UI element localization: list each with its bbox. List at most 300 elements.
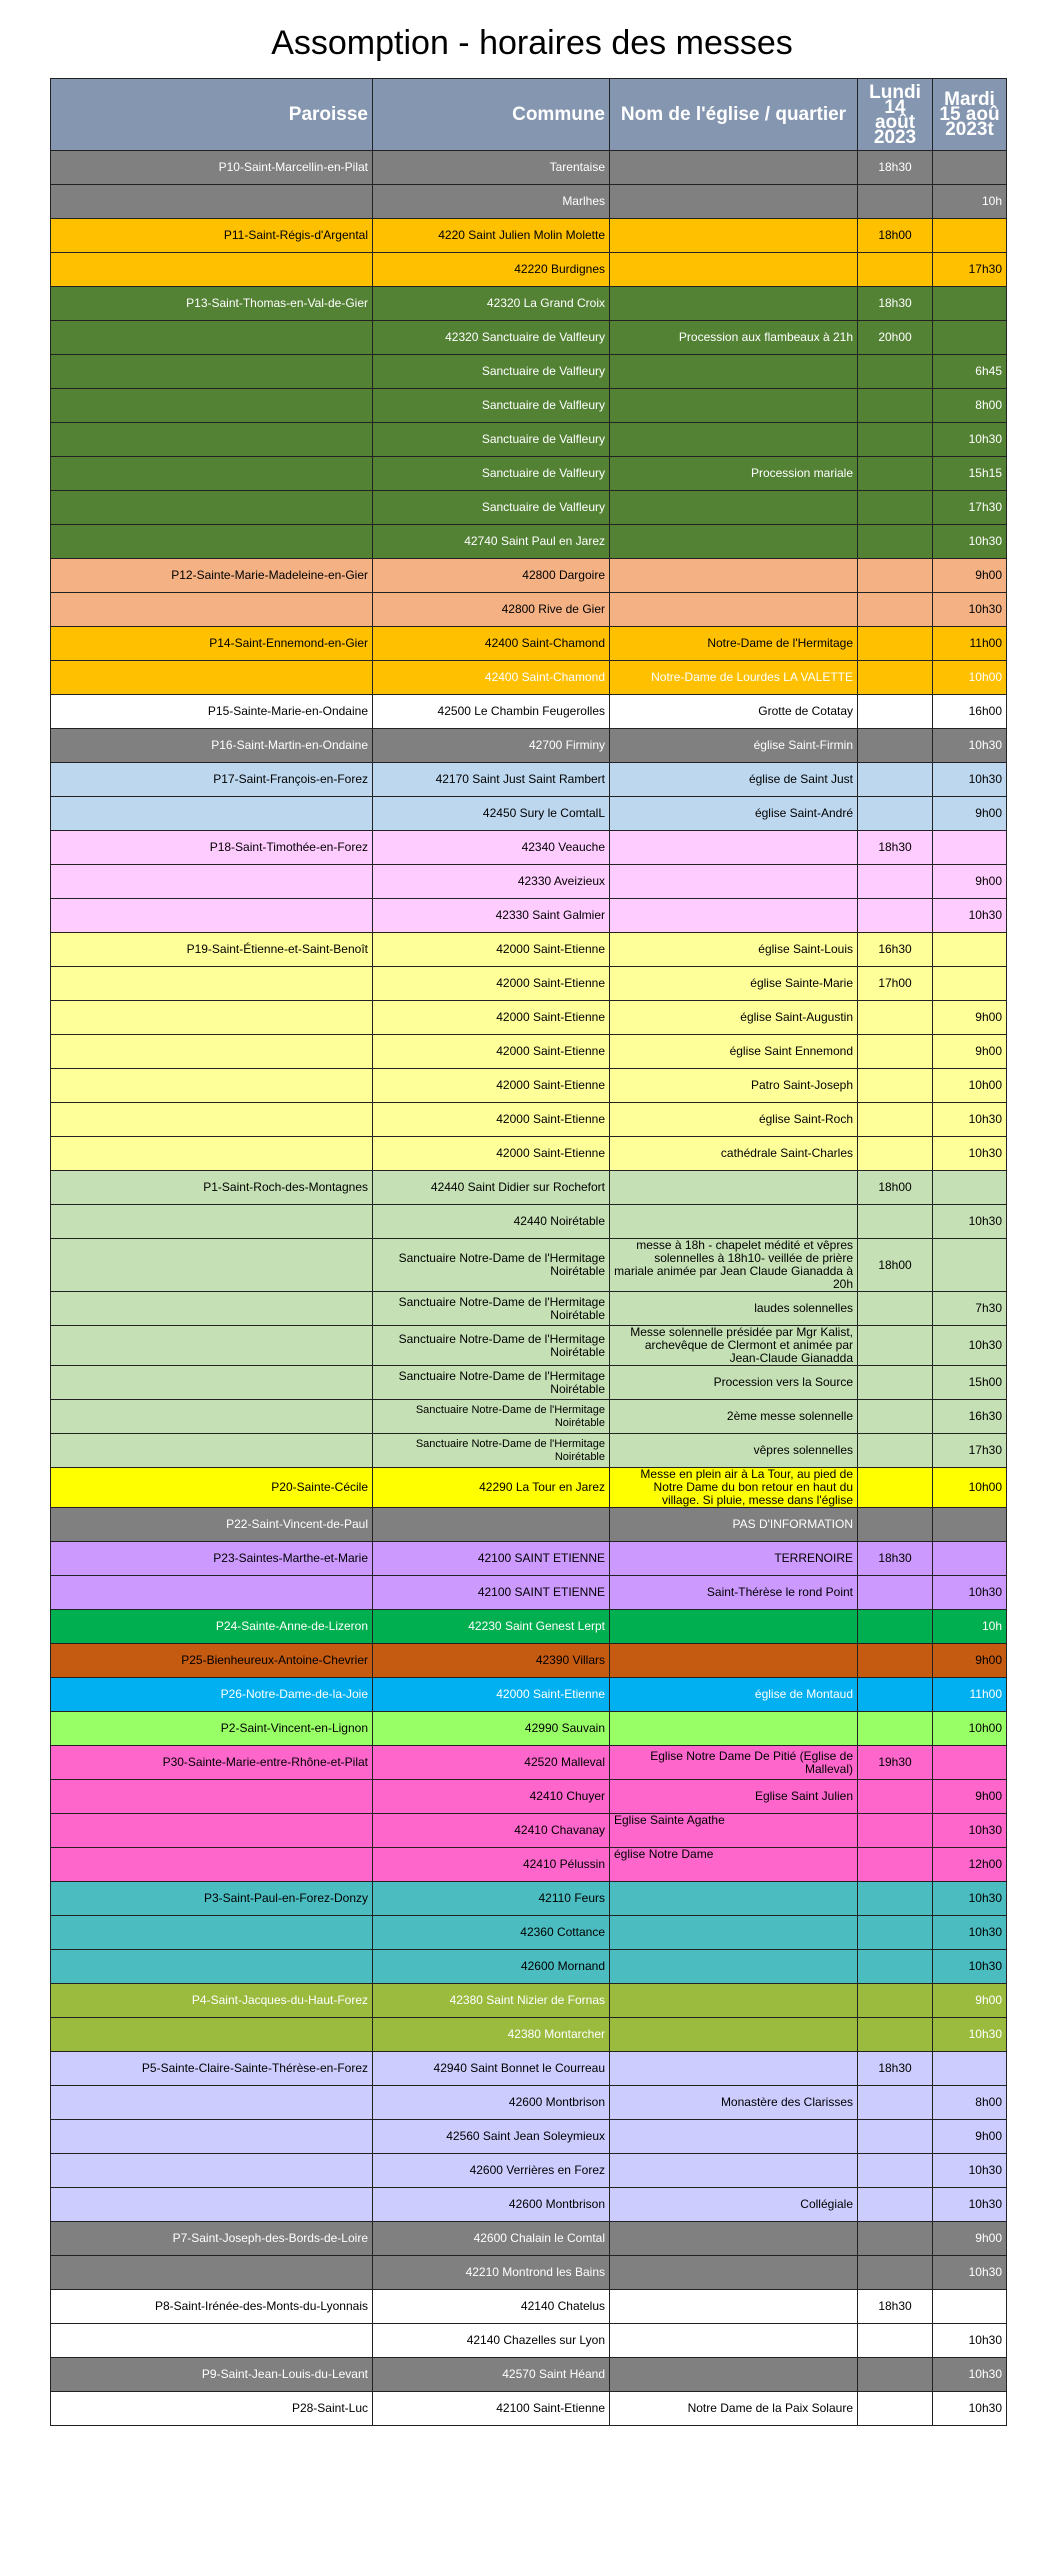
cell-lundi bbox=[858, 2154, 933, 2188]
cell-lundi bbox=[858, 627, 933, 661]
cell-lundi bbox=[858, 865, 933, 899]
cell-paroisse bbox=[51, 797, 373, 831]
cell-commune: 42220 Burdignes bbox=[373, 253, 610, 287]
cell-mardi: 10h00 bbox=[933, 1468, 1007, 1508]
cell-commune: 42600 Chalain le Comtal bbox=[373, 2222, 610, 2256]
cell-commune: 42000 Saint-Etienne bbox=[373, 1035, 610, 1069]
cell-mardi bbox=[933, 831, 1007, 865]
cell-commune: 42600 Montbrison bbox=[373, 2188, 610, 2222]
cell-lundi bbox=[858, 491, 933, 525]
cell-mardi: 8h00 bbox=[933, 2086, 1007, 2120]
table-row bbox=[51, 219, 1007, 253]
table-row bbox=[51, 525, 1007, 559]
cell-eglise bbox=[610, 1916, 858, 1950]
cell-lundi: 18h00 bbox=[858, 1239, 933, 1292]
cell-mardi: 10h30 bbox=[933, 899, 1007, 933]
cell-eglise bbox=[610, 423, 858, 457]
cell-mardi bbox=[933, 1239, 1007, 1292]
cell-lundi bbox=[858, 2086, 933, 2120]
cell-commune: 42380 Montarcher bbox=[373, 2018, 610, 2052]
cell-eglise bbox=[610, 491, 858, 525]
table-row bbox=[51, 559, 1007, 593]
cell-commune: 4220 Saint Julien Molin Molette bbox=[373, 219, 610, 253]
cell-mardi: 6h45 bbox=[933, 355, 1007, 389]
cell-commune: 42290 La Tour en Jarez bbox=[373, 1468, 610, 1508]
cell-lundi bbox=[858, 1712, 933, 1746]
table-row bbox=[51, 1678, 1007, 1712]
cell-paroisse bbox=[51, 1069, 373, 1103]
table-row bbox=[51, 2120, 1007, 2154]
table-row bbox=[51, 151, 1007, 185]
cell-mardi: 10h00 bbox=[933, 1712, 1007, 1746]
cell-eglise bbox=[610, 525, 858, 559]
cell-commune: 42990 Sauvain bbox=[373, 1712, 610, 1746]
cell-eglise bbox=[610, 253, 858, 287]
cell-mardi bbox=[933, 151, 1007, 185]
cell-lundi: 18h00 bbox=[858, 219, 933, 253]
cell-paroisse bbox=[51, 899, 373, 933]
cell-lundi bbox=[858, 1001, 933, 1035]
cell-lundi: 18h00 bbox=[858, 1171, 933, 1205]
table-row bbox=[51, 321, 1007, 355]
cell-commune: 42000 Saint-Etienne bbox=[373, 1069, 610, 1103]
table-row bbox=[51, 1069, 1007, 1103]
cell-paroisse: P2-Saint-Vincent-en-Lignon bbox=[51, 1712, 373, 1746]
cell-eglise: Procession vers la Source bbox=[610, 1366, 858, 1400]
table-row bbox=[51, 933, 1007, 967]
table-row bbox=[51, 253, 1007, 287]
mass-schedule-table bbox=[50, 78, 1007, 2426]
table-row bbox=[51, 899, 1007, 933]
cell-commune: Tarentaise bbox=[373, 151, 610, 185]
cell-paroisse bbox=[51, 253, 373, 287]
cell-eglise: messe à 18h - chapelet médité et vêpres solennelles à 18h10- veillée de prière mariale animée par Jean Claude Gianadda à 20h bbox=[610, 1239, 858, 1292]
table-row bbox=[51, 1035, 1007, 1069]
cell-eglise bbox=[610, 1205, 858, 1239]
cell-paroisse bbox=[51, 2018, 373, 2052]
cell-eglise bbox=[610, 1950, 858, 1984]
cell-paroisse: P12-Sainte-Marie-Madeleine-en-Gier bbox=[51, 559, 373, 593]
table-row bbox=[51, 185, 1007, 219]
cell-mardi: 15h00 bbox=[933, 1366, 1007, 1400]
cell-eglise: PAS D'INFORMATION bbox=[610, 1508, 858, 1542]
cell-commune bbox=[373, 1508, 610, 1542]
table-row bbox=[51, 2358, 1007, 2392]
cell-eglise: Saint-Thérèse le rond Point bbox=[610, 1576, 858, 1610]
cell-commune: Sanctuaire de Valfleury bbox=[373, 389, 610, 423]
table-row bbox=[51, 2086, 1007, 2120]
cell-lundi bbox=[858, 593, 933, 627]
table-row bbox=[51, 2324, 1007, 2358]
cell-eglise bbox=[610, 865, 858, 899]
cell-commune: 42100 Saint-Etienne bbox=[373, 2392, 610, 2426]
table-row bbox=[51, 389, 1007, 423]
table-row bbox=[51, 1400, 1007, 1434]
cell-mardi: 10h30 bbox=[933, 593, 1007, 627]
cell-mardi: 10h30 bbox=[933, 2018, 1007, 2052]
cell-commune: Sanctuaire de Valfleury bbox=[373, 355, 610, 389]
cell-eglise: église Saint Ennemond bbox=[610, 1035, 858, 1069]
cell-commune: Sanctuaire Notre-Dame de l'Hermitage Noirétable bbox=[373, 1292, 610, 1326]
table-row bbox=[51, 1916, 1007, 1950]
cell-lundi bbox=[858, 1848, 933, 1882]
cell-mardi: 11h00 bbox=[933, 1678, 1007, 1712]
cell-eglise bbox=[610, 355, 858, 389]
cell-mardi: 10h30 bbox=[933, 1916, 1007, 1950]
cell-commune: 42440 Saint Didier sur Rochefort bbox=[373, 1171, 610, 1205]
cell-paroisse: P23-Saintes-Marthe-et-Marie bbox=[51, 1542, 373, 1576]
cell-lundi bbox=[858, 1326, 933, 1366]
cell-lundi: 20h00 bbox=[858, 321, 933, 355]
cell-paroisse bbox=[51, 491, 373, 525]
table-row bbox=[51, 1508, 1007, 1542]
table-row bbox=[51, 763, 1007, 797]
cell-mardi bbox=[933, 2052, 1007, 2086]
cell-commune: 42330 Saint Galmier bbox=[373, 899, 610, 933]
cell-commune: 42000 Saint-Etienne bbox=[373, 1103, 610, 1137]
table-row bbox=[51, 729, 1007, 763]
cell-mardi: 7h30 bbox=[933, 1292, 1007, 1326]
cell-commune: 42500 Le Chambin Feugerolles bbox=[373, 695, 610, 729]
cell-commune: Marlhes bbox=[373, 185, 610, 219]
cell-paroisse bbox=[51, 1950, 373, 1984]
cell-eglise: Eglise Sainte Agathe bbox=[610, 1814, 858, 1848]
cell-lundi: 17h00 bbox=[858, 967, 933, 1001]
table-row bbox=[51, 627, 1007, 661]
cell-paroisse bbox=[51, 2086, 373, 2120]
cell-lundi bbox=[858, 559, 933, 593]
cell-mardi: 10h30 bbox=[933, 1814, 1007, 1848]
table-row bbox=[51, 2188, 1007, 2222]
cell-eglise: église Saint-Firmin bbox=[610, 729, 858, 763]
table-row bbox=[51, 865, 1007, 899]
cell-paroisse: P13-Saint-Thomas-en-Val-de-Gier bbox=[51, 287, 373, 321]
cell-paroisse bbox=[51, 1326, 373, 1366]
cell-lundi bbox=[858, 2018, 933, 2052]
cell-eglise: Patro Saint-Joseph bbox=[610, 1069, 858, 1103]
cell-mardi bbox=[933, 1746, 1007, 1780]
cell-commune: 42110 Feurs bbox=[373, 1882, 610, 1916]
cell-eglise: Eglise Notre Dame De Pitié (Eglise de Malleval) bbox=[610, 1746, 858, 1780]
cell-commune: 42410 Pélussin bbox=[373, 1848, 610, 1882]
cell-lundi bbox=[858, 1644, 933, 1678]
table-row bbox=[51, 967, 1007, 1001]
cell-lundi bbox=[858, 457, 933, 491]
cell-eglise: laudes solennelles bbox=[610, 1292, 858, 1326]
cell-mardi: 9h00 bbox=[933, 1001, 1007, 1035]
cell-eglise: Grotte de Cotatay bbox=[610, 695, 858, 729]
cell-paroisse: P11-Saint-Régis-d'Argental bbox=[51, 219, 373, 253]
cell-commune: 42600 Mornand bbox=[373, 1950, 610, 1984]
cell-commune: 42100 SAINT ETIENNE bbox=[373, 1542, 610, 1576]
cell-lundi bbox=[858, 763, 933, 797]
table-row bbox=[51, 1712, 1007, 1746]
table-row bbox=[51, 1746, 1007, 1780]
table-row bbox=[51, 1292, 1007, 1326]
cell-commune: 42320 La Grand Croix bbox=[373, 287, 610, 321]
cell-eglise bbox=[610, 185, 858, 219]
cell-eglise: 2ème messe solennelle bbox=[610, 1400, 858, 1434]
cell-lundi bbox=[858, 899, 933, 933]
cell-lundi bbox=[858, 1950, 933, 1984]
cell-lundi bbox=[858, 253, 933, 287]
cell-mardi: 10h30 bbox=[933, 2392, 1007, 2426]
table-row bbox=[51, 1610, 1007, 1644]
cell-mardi: 10h30 bbox=[933, 1950, 1007, 1984]
cell-paroisse bbox=[51, 1400, 373, 1434]
table-row bbox=[51, 1644, 1007, 1678]
cell-mardi: 10h00 bbox=[933, 661, 1007, 695]
cell-eglise bbox=[610, 1644, 858, 1678]
cell-mardi: 9h00 bbox=[933, 865, 1007, 899]
page-title: Assomption - horaires des messes bbox=[271, 24, 793, 62]
cell-eglise: église Notre Dame bbox=[610, 1848, 858, 1882]
cell-eglise bbox=[610, 2222, 858, 2256]
cell-lundi bbox=[858, 355, 933, 389]
cell-commune: 42000 Saint-Etienne bbox=[373, 967, 610, 1001]
table-row bbox=[51, 287, 1007, 321]
cell-paroisse: P3-Saint-Paul-en-Forez-Donzy bbox=[51, 1882, 373, 1916]
cell-mardi: 9h00 bbox=[933, 797, 1007, 831]
cell-commune: 42340 Veauche bbox=[373, 831, 610, 865]
cell-eglise: église Saint-Augustin bbox=[610, 1001, 858, 1035]
cell-commune: 42560 Saint Jean Soleymieux bbox=[373, 2120, 610, 2154]
cell-paroisse: P25-Bienheureux-Antoine-Chevrier bbox=[51, 1644, 373, 1678]
cell-paroisse bbox=[51, 593, 373, 627]
cell-eglise bbox=[610, 2154, 858, 2188]
cell-paroisse bbox=[51, 1292, 373, 1326]
cell-eglise: Messe en plein air à La Tour, au pied de Notre Dame du bon retour en haut du village. Si pluie, messe dans l'église bbox=[610, 1468, 858, 1508]
cell-paroisse: P5-Sainte-Claire-Sainte-Thérèse-en-Forez bbox=[51, 2052, 373, 2086]
cell-mardi: 10h30 bbox=[933, 729, 1007, 763]
cell-lundi: 16h30 bbox=[858, 933, 933, 967]
cell-eglise: Notre-Dame de Lourdes LA VALETTE bbox=[610, 661, 858, 695]
cell-paroisse: P15-Sainte-Marie-en-Ondaine bbox=[51, 695, 373, 729]
cell-commune: 42380 Saint Nizier de Fornas bbox=[373, 1984, 610, 2018]
cell-eglise: Eglise Saint Julien bbox=[610, 1780, 858, 1814]
cell-mardi bbox=[933, 967, 1007, 1001]
table-row bbox=[51, 1001, 1007, 1035]
cell-mardi bbox=[933, 219, 1007, 253]
cell-mardi bbox=[933, 1171, 1007, 1205]
cell-paroisse bbox=[51, 1137, 373, 1171]
cell-mardi: 9h00 bbox=[933, 1035, 1007, 1069]
cell-paroisse bbox=[51, 1205, 373, 1239]
cell-commune: 42800 Rive de Gier bbox=[373, 593, 610, 627]
cell-commune: 42400 Saint-Chamond bbox=[373, 627, 610, 661]
cell-lundi bbox=[858, 661, 933, 695]
cell-eglise bbox=[610, 1882, 858, 1916]
header-paroisse: Paroisse bbox=[51, 79, 373, 151]
cell-commune: 42360 Cottance bbox=[373, 1916, 610, 1950]
cell-eglise: église Saint-Louis bbox=[610, 933, 858, 967]
table-row bbox=[51, 2154, 1007, 2188]
cell-lundi bbox=[858, 1984, 933, 2018]
cell-lundi bbox=[858, 2256, 933, 2290]
cell-commune: 42000 Saint-Etienne bbox=[373, 1001, 610, 1035]
cell-eglise bbox=[610, 1610, 858, 1644]
cell-lundi: 18h30 bbox=[858, 151, 933, 185]
cell-eglise bbox=[610, 151, 858, 185]
table-row bbox=[51, 1984, 1007, 2018]
cell-commune: Sanctuaire Notre-Dame de l'Hermitage Noirétable bbox=[373, 1239, 610, 1292]
cell-commune: Sanctuaire de Valfleury bbox=[373, 491, 610, 525]
table-row bbox=[51, 797, 1007, 831]
cell-lundi bbox=[858, 797, 933, 831]
cell-eglise bbox=[610, 219, 858, 253]
cell-mardi: 9h00 bbox=[933, 1644, 1007, 1678]
cell-lundi bbox=[858, 1292, 933, 1326]
cell-mardi: 10h30 bbox=[933, 1326, 1007, 1366]
cell-paroisse bbox=[51, 1814, 373, 1848]
cell-commune: Sanctuaire Notre-Dame de l'Hermitage Noirétable bbox=[373, 1400, 610, 1434]
cell-mardi: 10h30 bbox=[933, 2256, 1007, 2290]
table-row bbox=[51, 1882, 1007, 1916]
cell-eglise: Monastère des Clarisses bbox=[610, 2086, 858, 2120]
cell-paroisse bbox=[51, 2154, 373, 2188]
cell-commune: 42320 Sanctuaire de Valfleury bbox=[373, 321, 610, 355]
cell-mardi: 10h30 bbox=[933, 1576, 1007, 1610]
cell-paroisse bbox=[51, 457, 373, 491]
cell-paroisse: P14-Saint-Ennemond-en-Gier bbox=[51, 627, 373, 661]
cell-paroisse bbox=[51, 525, 373, 559]
cell-paroisse: P9-Saint-Jean-Louis-du-Levant bbox=[51, 2358, 373, 2392]
table-row bbox=[51, 423, 1007, 457]
cell-commune: 42000 Saint-Etienne bbox=[373, 1678, 610, 1712]
cell-lundi bbox=[858, 1069, 933, 1103]
cell-eglise bbox=[610, 593, 858, 627]
cell-paroisse: P26-Notre-Dame-de-la-Joie bbox=[51, 1678, 373, 1712]
cell-paroisse: P17-Saint-François-en-Forez bbox=[51, 763, 373, 797]
cell-eglise: église Saint-André bbox=[610, 797, 858, 831]
cell-eglise bbox=[610, 2052, 858, 2086]
cell-eglise: Notre Dame de la Paix Solaure bbox=[610, 2392, 858, 2426]
cell-eglise bbox=[610, 2290, 858, 2324]
cell-mardi bbox=[933, 321, 1007, 355]
cell-commune: 42600 Verrières en Forez bbox=[373, 2154, 610, 2188]
cell-mardi bbox=[933, 287, 1007, 321]
cell-paroisse bbox=[51, 355, 373, 389]
table-row bbox=[51, 2222, 1007, 2256]
table-row bbox=[51, 1814, 1007, 1848]
cell-lundi bbox=[858, 1468, 933, 1508]
table-row bbox=[51, 2018, 1007, 2052]
cell-eglise: Procession aux flambeaux à 21h bbox=[610, 321, 858, 355]
cell-eglise bbox=[610, 2120, 858, 2154]
cell-eglise: cathédrale Saint-Charles bbox=[610, 1137, 858, 1171]
cell-mardi: 9h00 bbox=[933, 559, 1007, 593]
cell-eglise: église de Saint Just bbox=[610, 763, 858, 797]
cell-lundi: 18h30 bbox=[858, 2290, 933, 2324]
cell-mardi: 10h30 bbox=[933, 2358, 1007, 2392]
cell-eglise: Procession mariale bbox=[610, 457, 858, 491]
cell-mardi bbox=[933, 1508, 1007, 1542]
cell-paroisse bbox=[51, 967, 373, 1001]
cell-lundi bbox=[858, 1610, 933, 1644]
cell-eglise bbox=[610, 559, 858, 593]
cell-mardi: 16h00 bbox=[933, 695, 1007, 729]
table-row bbox=[51, 491, 1007, 525]
cell-commune: 42000 Saint-Etienne bbox=[373, 1137, 610, 1171]
cell-mardi: 10h00 bbox=[933, 1069, 1007, 1103]
cell-eglise: Notre-Dame de l'Hermitage bbox=[610, 627, 858, 661]
cell-paroisse bbox=[51, 423, 373, 457]
table-row bbox=[51, 2256, 1007, 2290]
cell-lundi bbox=[858, 1916, 933, 1950]
cell-mardi: 10h30 bbox=[933, 1137, 1007, 1171]
cell-paroisse bbox=[51, 1434, 373, 1468]
table-row bbox=[51, 1137, 1007, 1171]
cell-commune: 42520 Malleval bbox=[373, 1746, 610, 1780]
cell-paroisse: P10-Saint-Marcellin-en-Pilat bbox=[51, 151, 373, 185]
cell-lundi bbox=[858, 1103, 933, 1137]
cell-commune: 42410 Chuyer bbox=[373, 1780, 610, 1814]
table-row bbox=[51, 1576, 1007, 1610]
cell-paroisse bbox=[51, 1916, 373, 1950]
table-row bbox=[51, 1205, 1007, 1239]
cell-paroisse: P20-Sainte-Cécile bbox=[51, 1468, 373, 1508]
header-eglise: Nom de l'église / quartier bbox=[610, 79, 858, 151]
cell-mardi: 9h00 bbox=[933, 2120, 1007, 2154]
cell-lundi: 18h30 bbox=[858, 831, 933, 865]
table-row bbox=[51, 1468, 1007, 1508]
cell-commune: Sanctuaire Notre-Dame de l'Hermitage Noirétable bbox=[373, 1326, 610, 1366]
cell-mardi bbox=[933, 2290, 1007, 2324]
cell-lundi bbox=[858, 1576, 933, 1610]
cell-mardi: 9h00 bbox=[933, 1984, 1007, 2018]
cell-commune: 42170 Saint Just Saint Rambert bbox=[373, 763, 610, 797]
cell-lundi bbox=[858, 1400, 933, 1434]
table-row bbox=[51, 1950, 1007, 1984]
cell-lundi bbox=[858, 185, 933, 219]
cell-paroisse bbox=[51, 389, 373, 423]
cell-commune: Sanctuaire Notre-Dame de l'Hermitage Noirétable bbox=[373, 1366, 610, 1400]
cell-commune: 42400 Saint-Chamond bbox=[373, 661, 610, 695]
cell-commune: 42140 Chatelus bbox=[373, 2290, 610, 2324]
cell-eglise: TERRENOIRE bbox=[610, 1542, 858, 1576]
table-row bbox=[51, 1434, 1007, 1468]
cell-mardi: 10h30 bbox=[933, 763, 1007, 797]
cell-lundi: 18h30 bbox=[858, 287, 933, 321]
cell-commune: 42570 Saint Héand bbox=[373, 2358, 610, 2392]
cell-mardi: 10h30 bbox=[933, 423, 1007, 457]
cell-lundi bbox=[858, 2358, 933, 2392]
cell-paroisse bbox=[51, 185, 373, 219]
cell-mardi: 10h bbox=[933, 185, 1007, 219]
cell-paroisse: P24-Sainte-Anne-de-Lizeron bbox=[51, 1610, 373, 1644]
cell-lundi bbox=[858, 695, 933, 729]
cell-lundi bbox=[858, 729, 933, 763]
cell-mardi: 10h30 bbox=[933, 2324, 1007, 2358]
cell-lundi bbox=[858, 1035, 933, 1069]
cell-commune: Sanctuaire Notre-Dame de l'Hermitage Noirétable bbox=[373, 1434, 610, 1468]
cell-paroisse: P30-Sainte-Marie-entre-Rhône-et-Pilat bbox=[51, 1746, 373, 1780]
table-row bbox=[51, 457, 1007, 491]
table-row bbox=[51, 1103, 1007, 1137]
cell-paroisse bbox=[51, 1576, 373, 1610]
cell-mardi: 10h30 bbox=[933, 1103, 1007, 1137]
cell-lundi bbox=[858, 1780, 933, 1814]
cell-eglise bbox=[610, 2018, 858, 2052]
cell-commune: 42390 Villars bbox=[373, 1644, 610, 1678]
cell-mardi: 9h00 bbox=[933, 2222, 1007, 2256]
cell-mardi: 9h00 bbox=[933, 1780, 1007, 1814]
table-row bbox=[51, 2392, 1007, 2426]
cell-paroisse: P18-Saint-Timothée-en-Forez bbox=[51, 831, 373, 865]
table-row bbox=[51, 1366, 1007, 1400]
cell-paroisse bbox=[51, 1001, 373, 1035]
table-row bbox=[51, 2052, 1007, 2086]
